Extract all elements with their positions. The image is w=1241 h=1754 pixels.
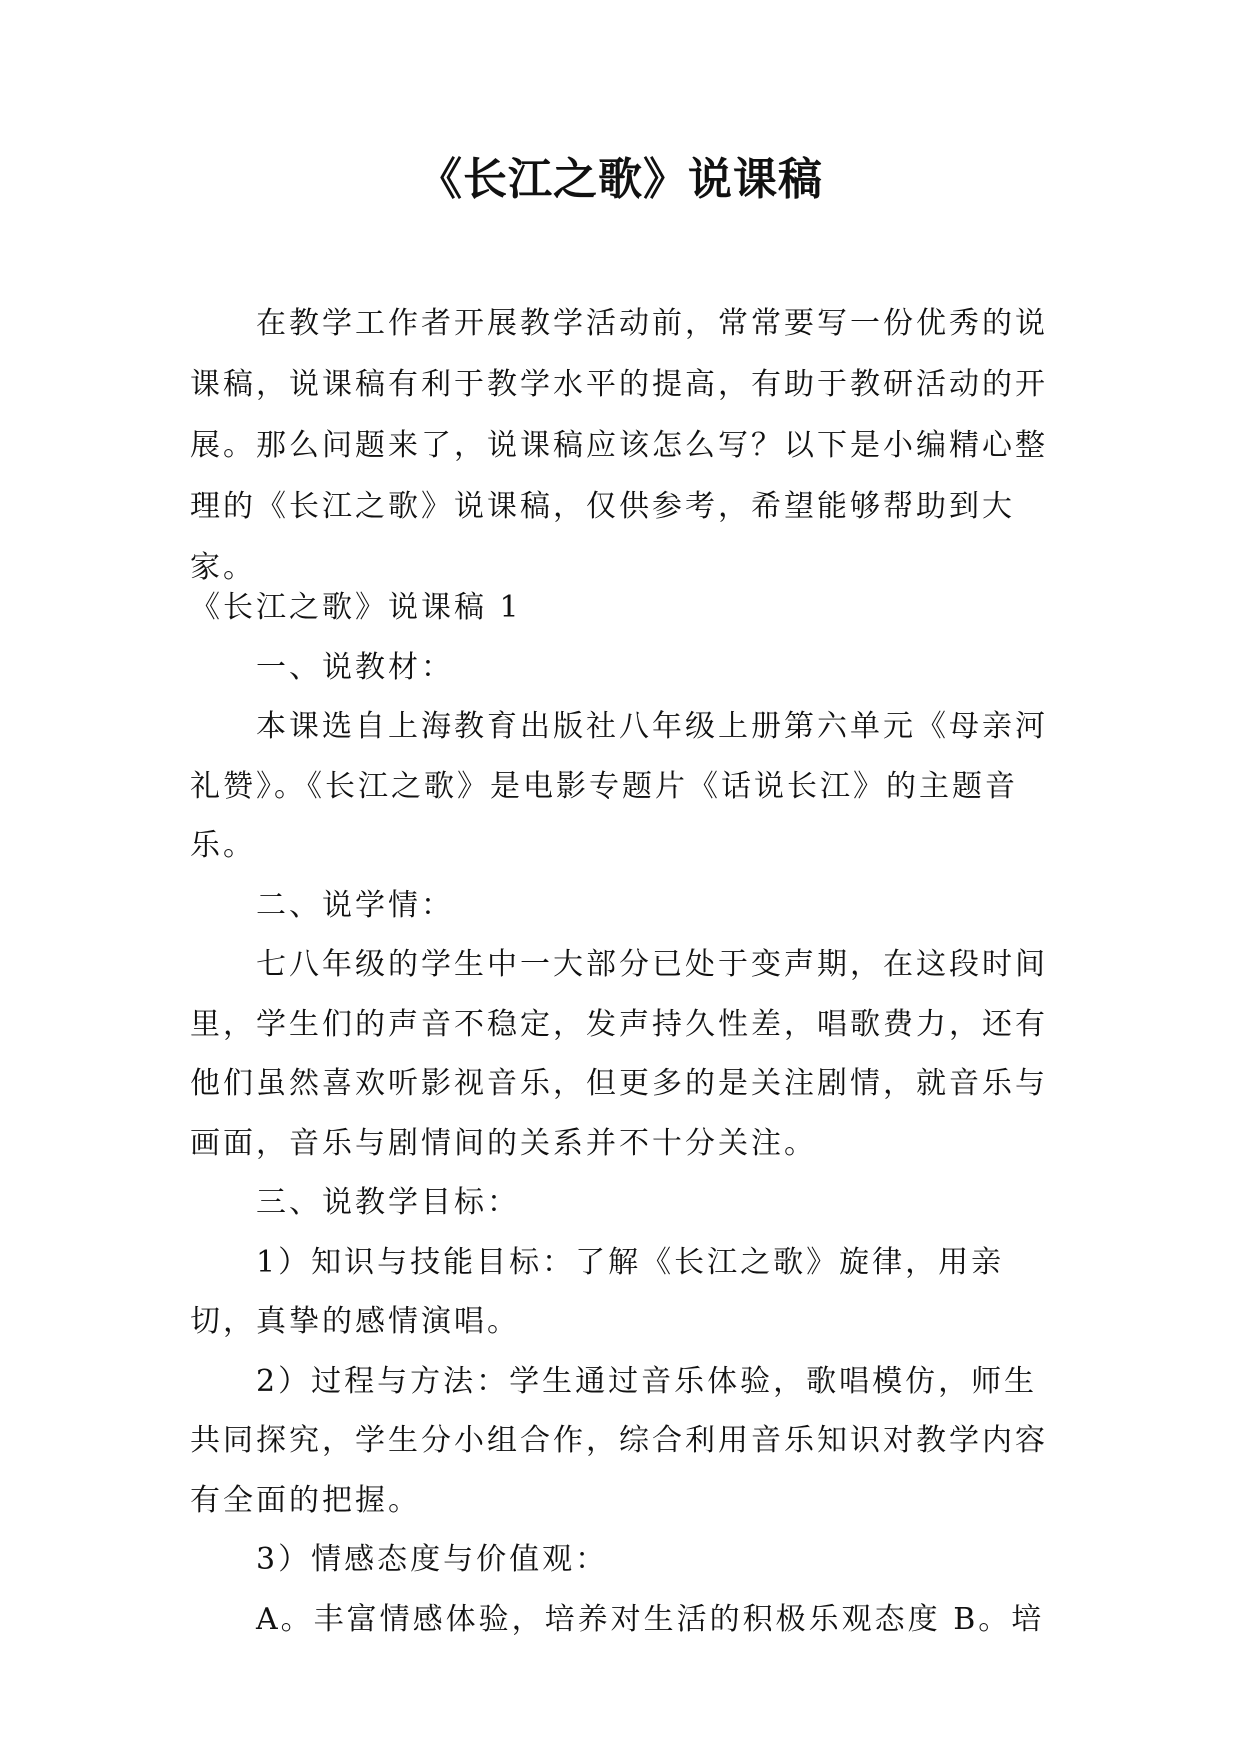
paragraph-teaching-material: 本课选自上海教育出版社八年级上册第六单元《母亲河礼赞》。《长江之歌》是电影专题片《话说长江》的主题音乐。	[190, 709, 1048, 863]
goal-knowledge-skills: 1）知识与技能目标：了解《长江之歌》旋律，用亲切，真挚的感情演唱。	[190, 1244, 1005, 1339]
section-heading: 《长江之歌》说课稿 1	[190, 590, 522, 625]
goal-emotion-values-detail: A。丰富情感体验，培养对生活的积极乐观态度 B。培	[256, 1601, 1045, 1637]
heading-teaching-material: 一、说教材：	[256, 649, 454, 685]
paragraph-student-situation: 七八年级的学生中一大部分已处于变声期，在这段时间里，学生们的声音不稳定，发声持久性差，唱歌费力，还有他们虽然喜欢听影视音乐，但更多的是关注剧情，就音乐与画面，音乐与剧情间的关系并不十分关注。	[190, 947, 1048, 1161]
heading-teaching-goals: 三、说教学目标：	[256, 1185, 520, 1220]
heading-student-situation: 二、说学情：	[256, 887, 454, 923]
intro-paragraph: 在教学工作者开展教学活动前，常常要写一份优秀的说课稿，说课稿有利于教学水平的提高，有助于教研活动的开展。那么问题来了，说课稿应该怎么写？以下是小编精心整理的《长江之歌》说课稿，仅供参考，希望能够帮助到大家。	[190, 306, 1048, 585]
document-title: 《长江之歌》说课稿	[418, 154, 823, 205]
goal-emotion-values: 3）情感态度与价值观：	[256, 1542, 609, 1577]
document-body	[190, 578, 1060, 1649]
goal-process-method: 2）过程与方法：学生通过音乐体验，歌唱模仿，师生共同探究，学生分小组合作，综合利用音乐知识对教学内容有全面的把握。	[190, 1363, 1048, 1518]
